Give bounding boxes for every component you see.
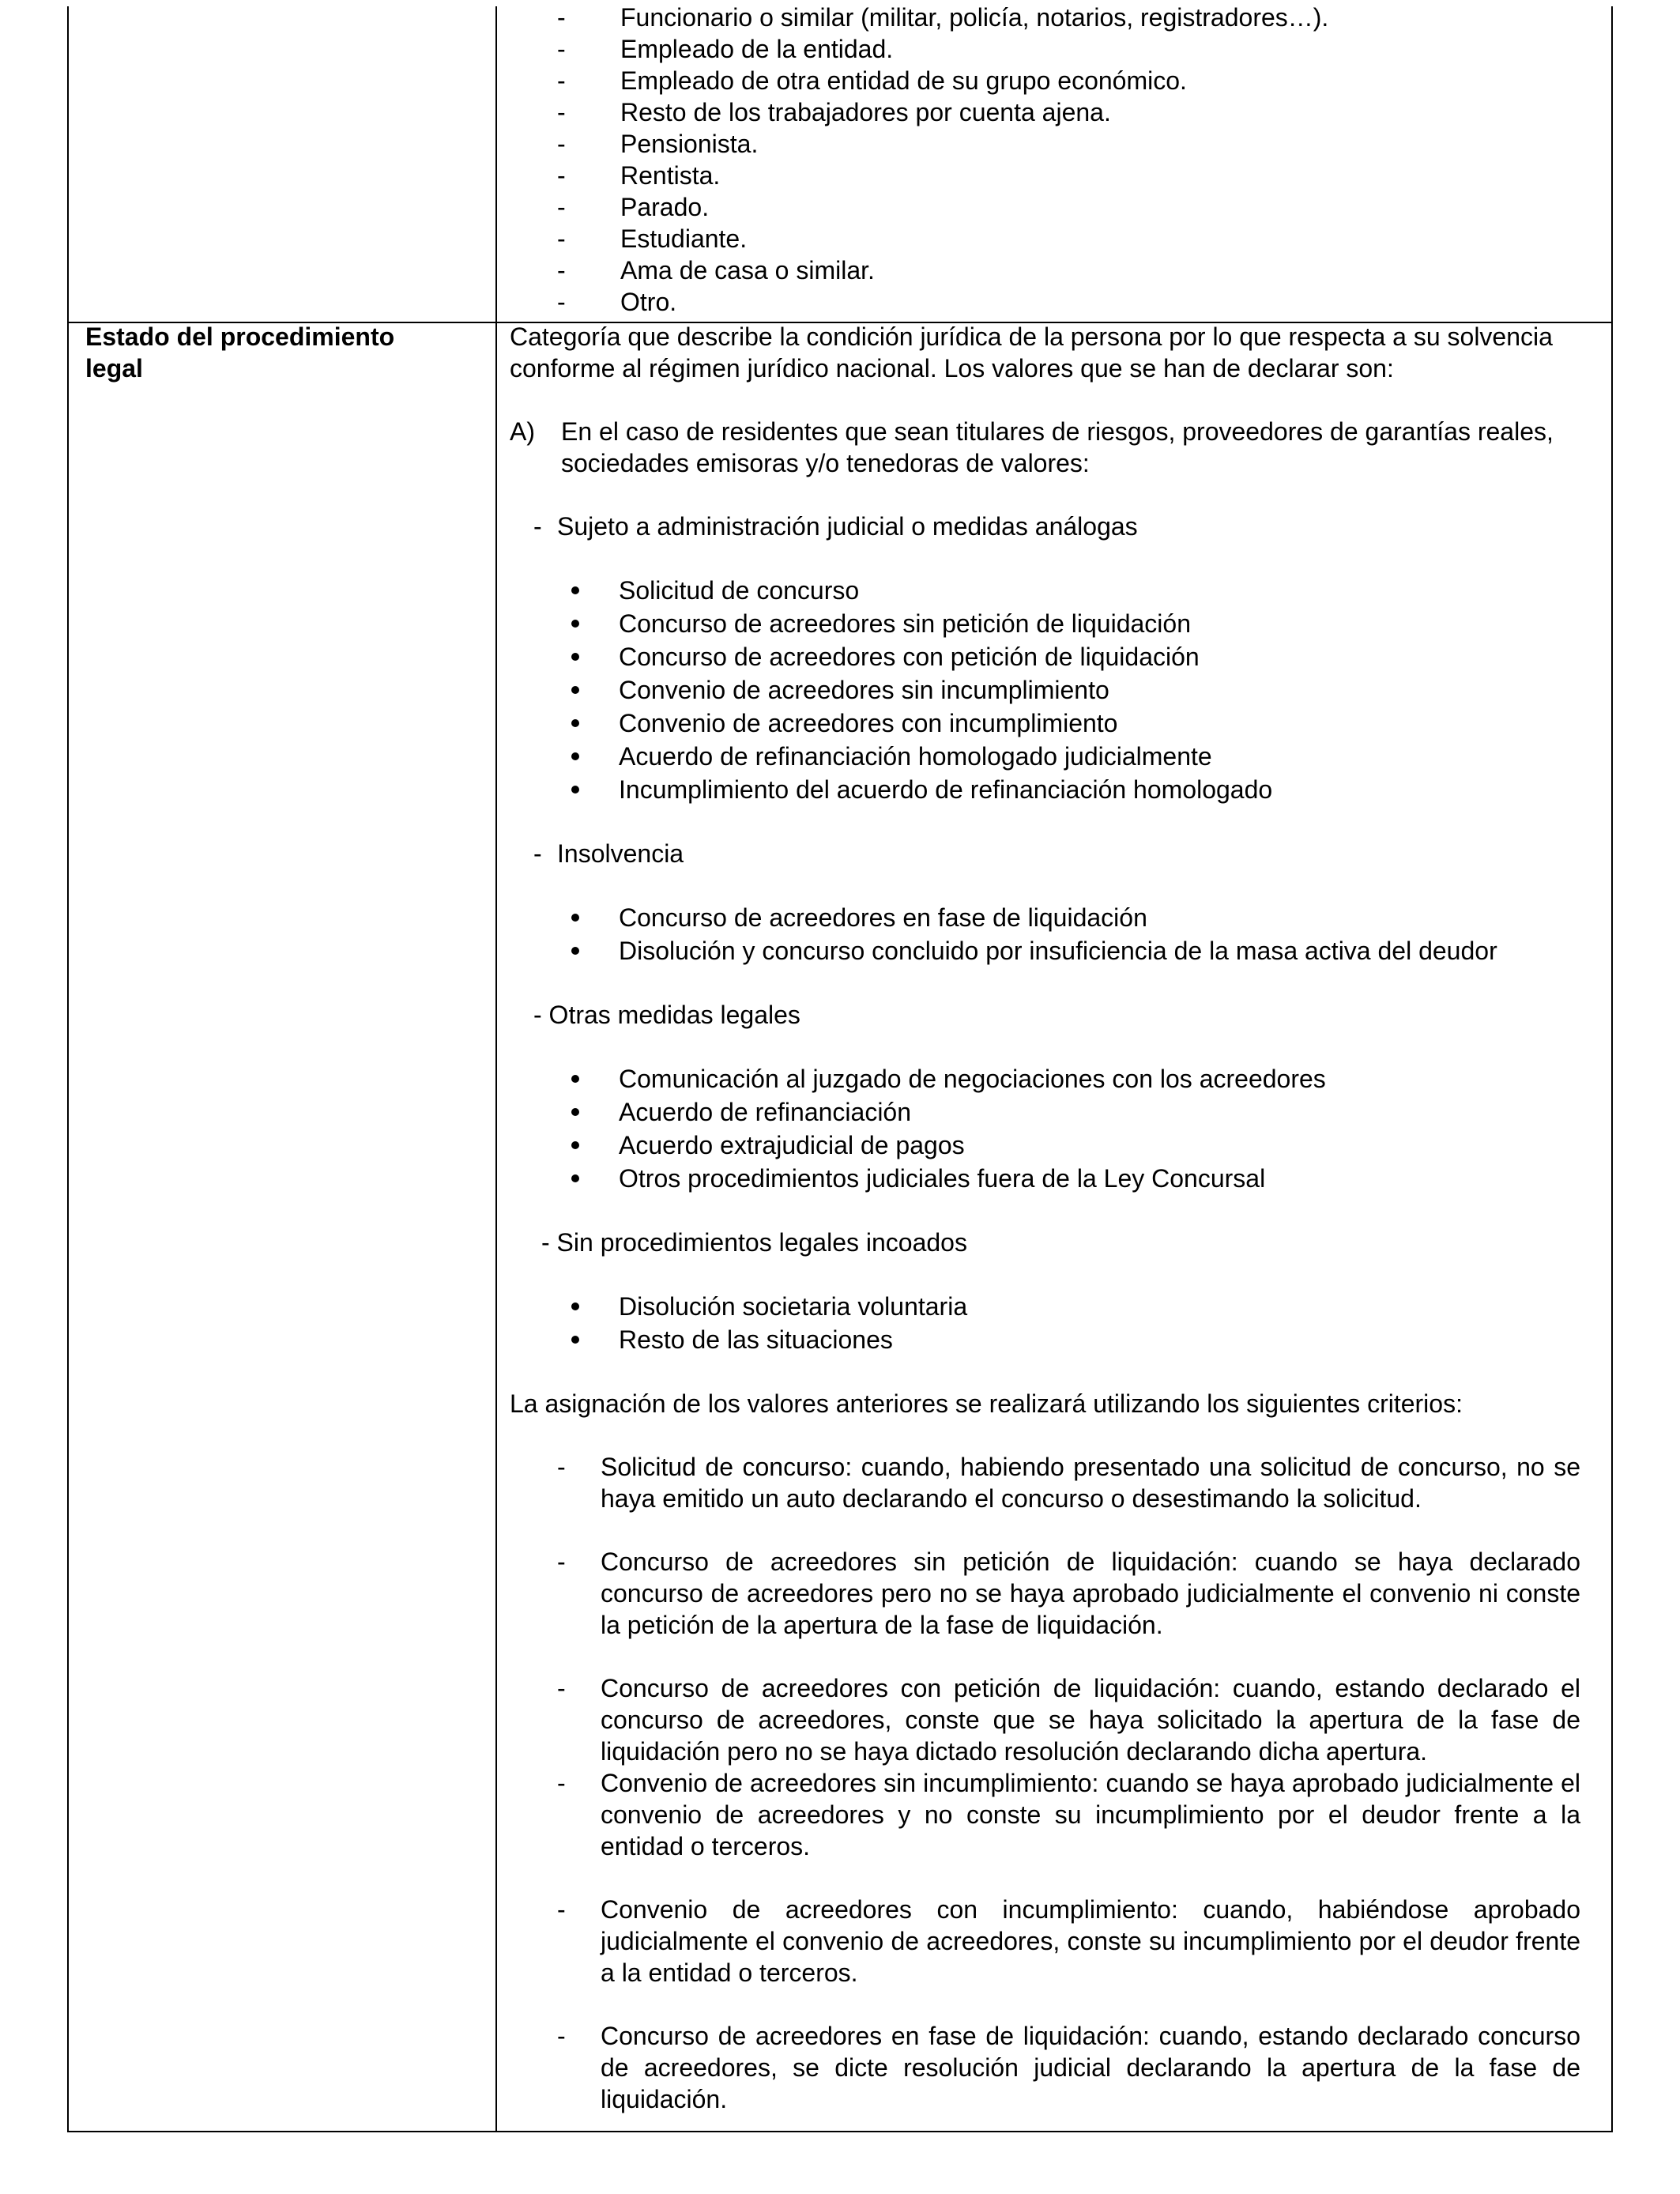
bullet-icon xyxy=(571,620,579,628)
case-marker: A) xyxy=(510,417,535,446)
list-item: - Empleado de otra entidad de su grupo económico. xyxy=(557,66,1187,95)
criteria-item: - Concurso de acreedores sin petición de liquidación: cuando se haya declarado concurso de acreedores pero no se haya aprobado judicialmente el convenio ni conste la petición de la apertura de la fase de liquidación. xyxy=(557,1547,1580,1639)
intro-paragraph: Categoría que describe la condición jurídica de la persona por lo que respecta a su solvencia conforme al régimen jurídico nacional. Los valores que se han de declarar son: xyxy=(510,322,1553,383)
row-label xyxy=(85,321,433,384)
group-title: - Insolvencia xyxy=(533,839,684,868)
bullet-icon xyxy=(571,1336,579,1344)
list-item: Concurso de acreedores en fase de liquidación xyxy=(510,901,1596,934)
bullet-icon xyxy=(571,686,579,694)
list-item: - Empleado de la entidad. xyxy=(557,35,894,63)
column-divider xyxy=(495,6,497,2131)
list-item: - Pensionista. xyxy=(557,130,759,158)
group-title: - Otras medidas legales xyxy=(533,1001,800,1029)
previous-row-list xyxy=(490,2,1517,318)
list-item: Solicitud de concurso xyxy=(510,574,1596,607)
bullet-icon xyxy=(571,1174,579,1182)
bullet-icon xyxy=(571,947,579,955)
case-text: En el caso de residentes que sean titulares de riesgos, proveedores de garantías reales, sociedades emisoras y/o tenedoras de valores: xyxy=(561,417,1554,477)
bullet-icon xyxy=(571,752,579,760)
criteria-item: - Convenio de acreedores con incumplimiento: cuando, habiéndose aprobado judicialmente el convenio de acreedores, conste su incumplimiento por el deudor frente a la entidad o terceros. xyxy=(557,1895,1580,1987)
list-item: Concurso de acreedores sin petición de liquidación xyxy=(510,607,1596,640)
bullet-icon xyxy=(571,1141,579,1149)
list-item: Disolución societaria voluntaria xyxy=(510,1290,1596,1323)
criteria-item: - Concurso de acreedores en fase de liquidación: cuando, estando declarado concurso de acreedores, se dicte resolución judicial declarando la apertura de la fase de liquidación. xyxy=(557,2022,1580,2113)
list-item: Otros procedimientos judiciales fuera de la Ley Concursal xyxy=(510,1162,1596,1195)
list-item: Disolución y concurso concluido por insuficiencia de la masa activa del deudor xyxy=(510,934,1596,967)
criteria-intro: La asignación de los valores anteriores se realizará utilizando los siguientes criterios: xyxy=(510,1389,1463,1418)
group-title: - Sujeto a administración judicial o medidas análogas xyxy=(533,512,1138,541)
list-item: - Estudiante. xyxy=(557,224,748,253)
list-item: - Funcionario o similar (militar, policía, notarios, registradores…). xyxy=(557,3,1329,32)
bullet-icon xyxy=(571,914,579,922)
row-label-line: legal xyxy=(85,354,143,383)
list-item: Resto de las situaciones xyxy=(510,1323,1596,1356)
bullet-icon xyxy=(571,786,579,794)
bullet-icon xyxy=(571,586,579,594)
list-item: Comunicación al juzgado de negociaciones con los acreedores xyxy=(510,1062,1596,1095)
row-description xyxy=(510,321,1596,2115)
list-item: Concurso de acreedores con petición de liquidación xyxy=(510,640,1596,673)
list-item: Convenio de acreedores sin incumplimiento xyxy=(510,673,1596,707)
list-item: - Otro. xyxy=(557,288,677,316)
list-item: Acuerdo de refinanciación homologado judicialmente xyxy=(510,740,1596,773)
list-item: Incumplimiento del acuerdo de refinanciación homologado xyxy=(510,773,1596,806)
row-label-line: Estado del procedimiento xyxy=(85,322,395,351)
list-item: Acuerdo de refinanciación xyxy=(510,1095,1596,1129)
case-a xyxy=(510,416,1596,479)
criteria-item: - Convenio de acreedores sin incumplimiento: cuando se haya aprobado judicialmente el convenio de acreedores y no conste su incumplimiento por el deudor frente a la entidad o terceros. xyxy=(557,1769,1580,1860)
bullet-icon xyxy=(571,653,579,661)
bullet-icon xyxy=(571,719,579,727)
list-item: - Resto de los trabajadores por cuenta ajena. xyxy=(557,98,1111,126)
group-title: - Sin procedimientos legales incoados xyxy=(541,1228,967,1257)
list-item: Acuerdo extrajudicial de pagos xyxy=(510,1129,1596,1162)
list-item: - Rentista. xyxy=(557,161,721,190)
list-item: - Ama de casa o similar. xyxy=(557,256,875,285)
criteria-item: - Concurso de acreedores con petición de liquidación: cuando, estando declarado el concurso de acreedores, conste que se haya solicitado la apertura de la fase de liquidación pero no se haya dictado resolución declarando dicha apertura. xyxy=(557,1674,1580,1766)
bullet-icon xyxy=(571,1075,579,1083)
list-item: Convenio de acreedores con incumplimiento xyxy=(510,707,1596,740)
bullet-icon xyxy=(571,1108,579,1116)
criteria-item: - Solicitud de concurso: cuando, habiendo presentado una solicitud de concurso, no se haya emitido un auto declarando el concurso o desestimando la solicitud. xyxy=(557,1453,1580,1513)
bullet-icon xyxy=(571,1302,579,1310)
list-item: - Parado. xyxy=(557,193,710,221)
